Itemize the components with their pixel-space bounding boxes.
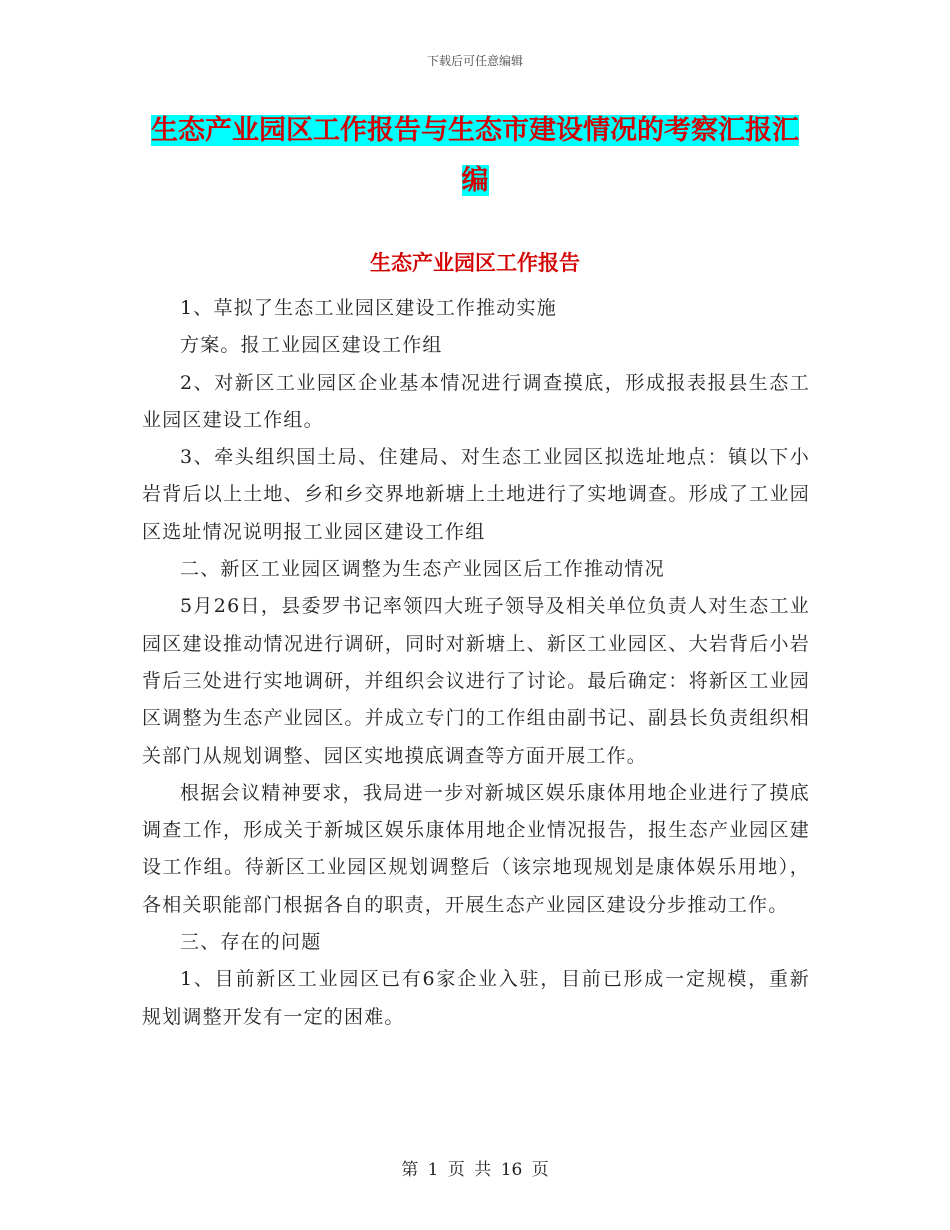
paragraph: 5月26日，县委罗书记率领四大班子领导及相关单位负责人对生态工业园区建设推动情况进行调研，同时对新塘上、新区工业园区、大岩背后小岩背后三处进行实地调研，并组织会议进行了讨论。最后确定：将新区工业园区调整为生态产业园区。并成立专门的工作组由副书记、副县长负责组织相关部门从规划调整、园区实地摸底调查等方面开展工作。 [142, 595, 810, 767]
page-footer: 第 1 页 共 16 页 [401, 1160, 549, 1180]
section-title: 生态产业园区工作报告 [370, 251, 580, 275]
paragraph: 1、草拟了生态工业园区建设工作推动实施 [180, 297, 557, 319]
paragraph: 根据会议精神要求，我局进一步对新城区娱乐康体用地企业进行了摸底调查工作，形成关于新城区娱乐康体用地企业情况报告，报生态产业园区建设工作组。待新区工业园区规划调整后（该宗地现规划是康体娱乐用地），各相关职能部门根据各自的职责，开展生态产业园区建设分步推动工作。 [142, 781, 810, 916]
document-title [140, 106, 810, 206]
paragraph: 二、新区工业园区调整为生态产业园区后工作推动情况 [180, 558, 665, 581]
header-note: 下载后可任意编辑 [426, 54, 523, 68]
document-body [142, 290, 810, 1036]
paragraph: 2、对新区工业园区企业基本情况进行调查摸底，形成报表报县生态工业园区建设工作组。 [142, 371, 810, 431]
paragraph: 1、目前新区工业园区已有6家企业入驻，目前已形成一定规模，重新规划调整开发有一定的困难。 [142, 968, 810, 1028]
paragraph: 三、存在的问题 [180, 931, 322, 954]
paragraph: 方案。报工业园区建设工作组 [180, 334, 443, 357]
paragraph: 3、牵头组织国土局、住建局、对生态工业园区拟选址地点：镇以下小岩背后以上土地、乡和乡交界地新塘上土地进行了实地调查。形成了工业园区选址情况说明报工业园区建设工作组 [142, 446, 810, 543]
document-title-text: 生态产业园区工作报告与生态市建设情况的考察汇报汇编 [151, 115, 799, 196]
